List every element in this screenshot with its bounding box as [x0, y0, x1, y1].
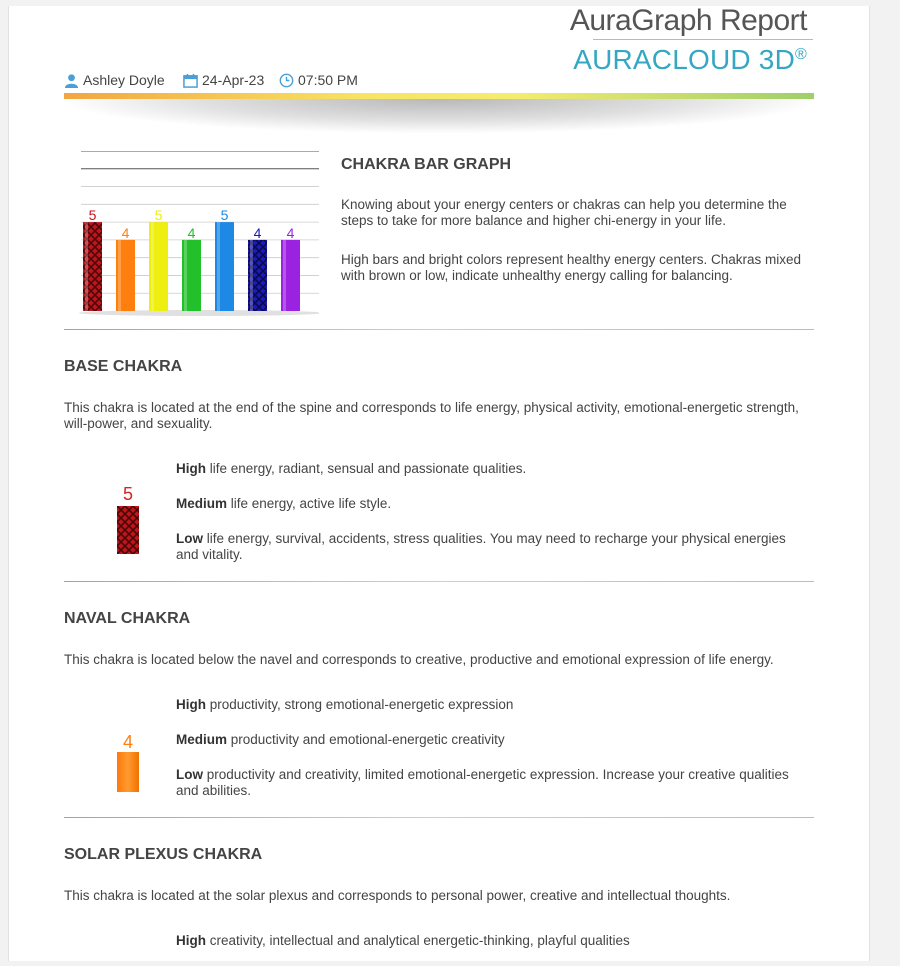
- naval-medium-text: productivity and emotional-energetic creativity: [227, 732, 505, 747]
- time-meta: [279, 72, 358, 88]
- chakra-bar-highlight: [283, 240, 286, 311]
- graph-section-title: CHAKRA BAR GRAPH: [341, 156, 512, 173]
- chakra-bar-label: 4: [253, 224, 262, 241]
- base-chakra-value: 5: [122, 484, 133, 504]
- base-medium-text: life energy, active life style.: [227, 496, 392, 511]
- section-divider: [64, 817, 814, 818]
- chakra-bar-highlight: [184, 240, 187, 311]
- brand-divider: [593, 39, 813, 40]
- brand-logo: [573, 44, 807, 76]
- naval-high-level: [176, 697, 796, 713]
- base-chakra-description: This chakra is located at the end of the spine and corresponds to life energy, physical activity, emotional-energetic strength, will-power, and sexuality.: [64, 400, 799, 431]
- chakra-bar-highlight: [118, 240, 121, 311]
- naval-chakra-title: NAVAL CHAKRA: [64, 610, 191, 627]
- naval-chakra-bar: [117, 752, 139, 792]
- report-page: [8, 6, 870, 961]
- report-time: 07:50 PM: [298, 72, 358, 88]
- naval-low-label: Low: [176, 767, 203, 782]
- naval-low-level: [176, 767, 796, 799]
- solar-plexus-chakra-title: SOLAR PLEXUS CHAKRA: [64, 846, 263, 863]
- naval-chakra-description: This chakra is located below the navel and corresponds to creative, productive and emotional expression of life energy.: [64, 652, 774, 667]
- base-high-text: life energy, radiant, sensual and passionate qualities.: [206, 461, 527, 476]
- naval-medium-label: Medium: [176, 732, 228, 747]
- naval-medium-level: [176, 732, 796, 748]
- graph-intro-text: Knowing about your energy centers or chakras can help you determine the steps to take for more balance and higher chi-energy in your life.: [341, 197, 787, 228]
- section-divider: [64, 329, 814, 330]
- chakra-bar-label: 5: [220, 207, 229, 224]
- clock-icon: [279, 73, 294, 88]
- solar-plexus-high-text: creativity, intellectual and analytical energetic-thinking, playful qualities: [206, 933, 630, 948]
- base-chakra-title: BASE CHAKRA: [64, 358, 183, 375]
- naval-low-text: productivity and creativity, limited emotional-energetic expression. Increase your creative qualities and abilities.: [176, 767, 789, 798]
- chakra-bar-highlight: [250, 240, 253, 311]
- base-high-level: [176, 461, 796, 477]
- report-date: 24-Apr-23: [202, 72, 265, 88]
- date-meta: [183, 72, 264, 88]
- brand-name: AURACLOUD 3D: [573, 44, 795, 75]
- user-name: Ashley Doyle: [83, 72, 165, 88]
- header-shadow: [64, 99, 814, 133]
- base-low-level: [176, 531, 796, 563]
- chakra-bar-label: 5: [88, 207, 97, 224]
- base-high-label: High: [176, 461, 206, 476]
- graph-legend-text: High bars and bright colors represent healthy energy centers. Chakras mixed with brown or low, indicate unhealthy energy calling for balancing.: [341, 252, 801, 283]
- section-divider: [64, 581, 814, 582]
- solar-plexus-high-label: High: [176, 933, 206, 948]
- chakra-bar-highlight: [217, 222, 220, 311]
- solar-plexus-high-level: [176, 933, 796, 949]
- calendar-icon: [183, 73, 198, 88]
- base-chakra-bar: [117, 506, 139, 554]
- naval-high-text: productivity, strong emotional-energetic expression: [206, 697, 514, 712]
- base-low-text: life energy, survival, accidents, stress qualities. You may need to recharge your physical energies and vitality.: [176, 531, 786, 562]
- chakra-bar-graph: [71, 151, 319, 316]
- naval-high-label: High: [176, 697, 206, 712]
- chakra-bar-highlight: [85, 222, 88, 311]
- chakra-bar-label: 5: [154, 207, 163, 224]
- base-low-label: Low: [176, 531, 203, 546]
- base-medium-level: [176, 496, 796, 512]
- chakra-bar-label: 4: [286, 224, 295, 241]
- naval-chakra-value: 4: [122, 732, 133, 752]
- chakra-bar-label: 4: [121, 224, 130, 241]
- chakra-bar-label: 4: [187, 224, 196, 241]
- user-meta: [64, 72, 165, 88]
- solar-plexus-chakra-description: This chakra is located at the solar plexus and corresponds to personal power, creative and intellectual thoughts.: [64, 888, 731, 903]
- chakra-bar-highlight: [151, 222, 154, 311]
- registered-mark: ®: [795, 46, 807, 63]
- base-medium-label: Medium: [176, 496, 228, 511]
- report-title: AuraGraph Report: [569, 6, 807, 37]
- user-icon: [64, 73, 79, 88]
